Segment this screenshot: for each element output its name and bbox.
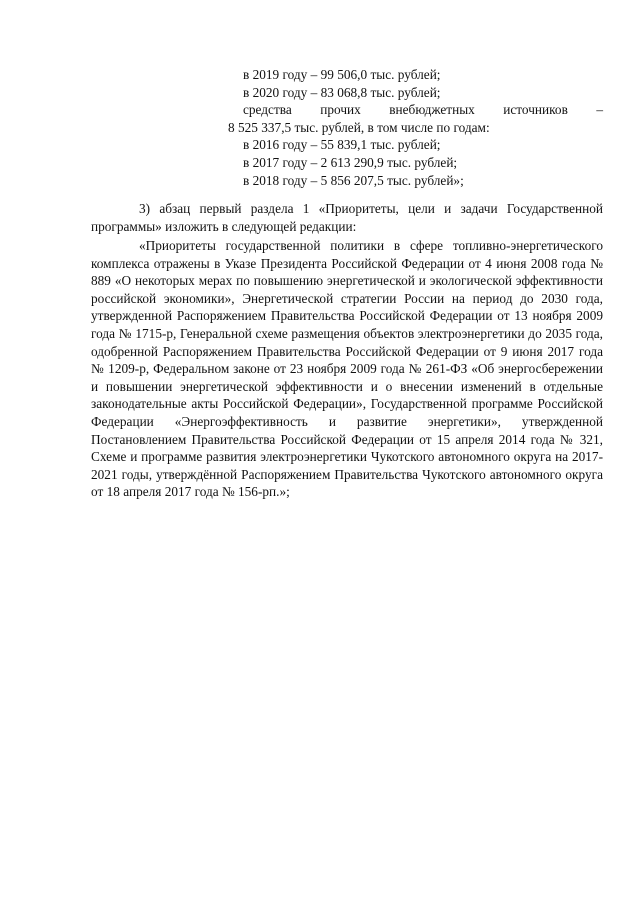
item-3-paragraph [91, 200, 603, 235]
word: средства [243, 102, 292, 118]
funding-breakdown [91, 66, 603, 189]
amount-2020: в 2020 году – 83 068,8 тыс. рублей; [243, 84, 441, 100]
priorities-text: «Приоритеты государственной политики в сфере топливно-энергетического комплекса отражены в Указе Президента Российской Федерации от 4 июня 2008 года № 889 «О некоторых мерах по повышению энергетической и экологической эффективности российской экономики», Энергетической стратегии России на период до 2030 года, утвержденной Распоряжением Правительства Российской Федерации от 13 ноября 2009 года № 1715-р, Генеральной схеме размещения объектов электроэнергетики до 2035 года, одобренной Распоряжением Правительства Российской Федерации от 9 июня 2017 года № 1209-р, Федеральном законе от 23 ноября 2009 года № 261-ФЗ «Об энергосбережении и повышении энергетической эффективности и о внесении изменений в отдельные законодательные акты Российской Федерации», Государственной программе Российской Федерации «Энергоэффективность и развитие энергетики», утвержденной Постановлением Правительства Российской Федерации от 15 апреля 2014 года № 321, Схеме и программе развития электроэнергетики Чукотского автономного округа на 2017-2021 годы, утверждённой Распоряжением Правительства Чукотского автономного округа от 18 апреля 2017 года № 156-рп.»; [91, 238, 603, 500]
word: внебюджетных [389, 102, 475, 118]
priorities-paragraph [91, 237, 603, 501]
other-2016: в 2016 году – 55 839,1 тыс. рублей; [243, 137, 441, 153]
other-2018: в 2018 году – 5 856 207,5 тыс. рублей»; [243, 172, 464, 188]
amount-2019: в 2019 году – 99 506,0 тыс. рублей; [243, 67, 441, 82]
other-sources-total: 8 525 337,5 тыс. рублей, в том числе по годам: [228, 119, 490, 135]
word: источников [503, 102, 568, 118]
other-sources-heading [91, 101, 603, 119]
word: – [596, 102, 603, 118]
item-3-text: 3) абзац первый раздела 1 «Приоритеты, цели и задачи Государственной программы» изложить в следующей редакции: [91, 201, 603, 234]
word: прочих [320, 102, 361, 118]
other-2017: в 2017 году – 2 613 290,9 тыс. рублей; [243, 154, 458, 170]
